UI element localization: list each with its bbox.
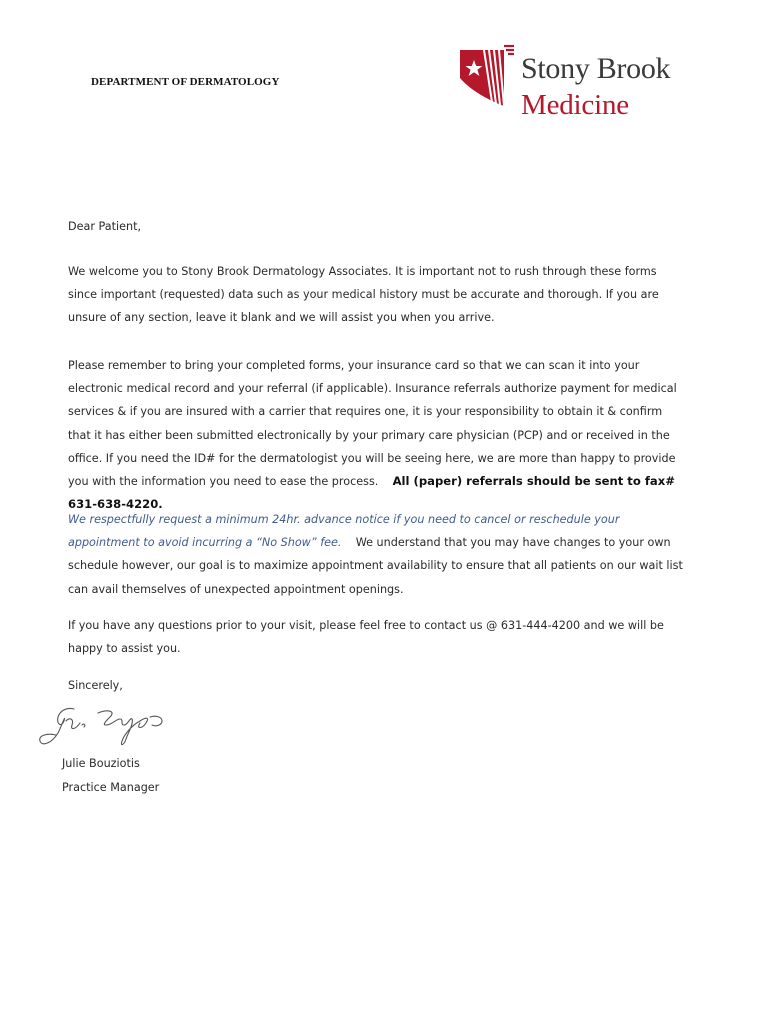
paragraph-contact: If you have any questions prior to your visit, please feel free to contact us @ 631-444-4200 and we will be happy to assist you. bbox=[68, 619, 664, 656]
signer-name: Julie Bouziotis bbox=[62, 757, 140, 770]
no-show-policy-notice: We respectfully request a minimum 24hr. advance notice if you need to cancel or reschedule your appointment to avoid incurring a “No Show” fee. bbox=[68, 513, 620, 550]
signer-block bbox=[62, 752, 159, 800]
logo-text-medicine: Medicine bbox=[521, 89, 629, 121]
star-shield-icon bbox=[458, 44, 516, 110]
department-heading: DEPARTMENT OF DERMATOLOGY bbox=[91, 76, 280, 88]
salutation: Dear Patient, bbox=[68, 220, 142, 233]
handwritten-signature bbox=[36, 703, 176, 755]
signer-title: Practice Manager bbox=[62, 781, 160, 794]
paragraph-welcome: We welcome you to Stony Brook Dermatology Associates. It is important not to rush through these forms since important (requested) data such as your medical history must be accurate and thorough. If you are unsure of any section, leave it blank and we will assist you when you arrive. bbox=[68, 265, 659, 325]
paragraph-forms-and-referrals bbox=[68, 354, 688, 516]
schedule-availability-text: We understand that you may have changes to your own schedule however, our goal is to maximize appointment availability to ensure that all patients on our wait list can avail themselves of unexpected appointment openings. bbox=[68, 536, 683, 596]
referral-instructions-text: Please remember to bring your completed forms, your insurance card so that we can scan it into your electronic medical record and your referral (if applicable). Insurance referrals authorize payment for medical services & if you are insured with a carrier that requires one, it is your responsibility to obtain it & confirm that it has either been submitted electronically by your primary care physician (PCP) and or received in the office. If you need the ID# for the dermatologist you will be seeing here, we are more than happy to provide you with the information you need to ease the process. bbox=[68, 359, 677, 489]
referral-fax-notice: All (paper) referrals should be sent to fax# 631-638-4220. bbox=[68, 474, 675, 512]
stony-brook-medicine-logo bbox=[458, 44, 688, 124]
spacer bbox=[382, 475, 389, 488]
spacer bbox=[345, 536, 352, 549]
logo-text-stony-brook: Stony Brook bbox=[521, 52, 671, 85]
closing: Sincerely, bbox=[68, 679, 123, 692]
paragraph-cancellation-policy bbox=[68, 508, 688, 601]
